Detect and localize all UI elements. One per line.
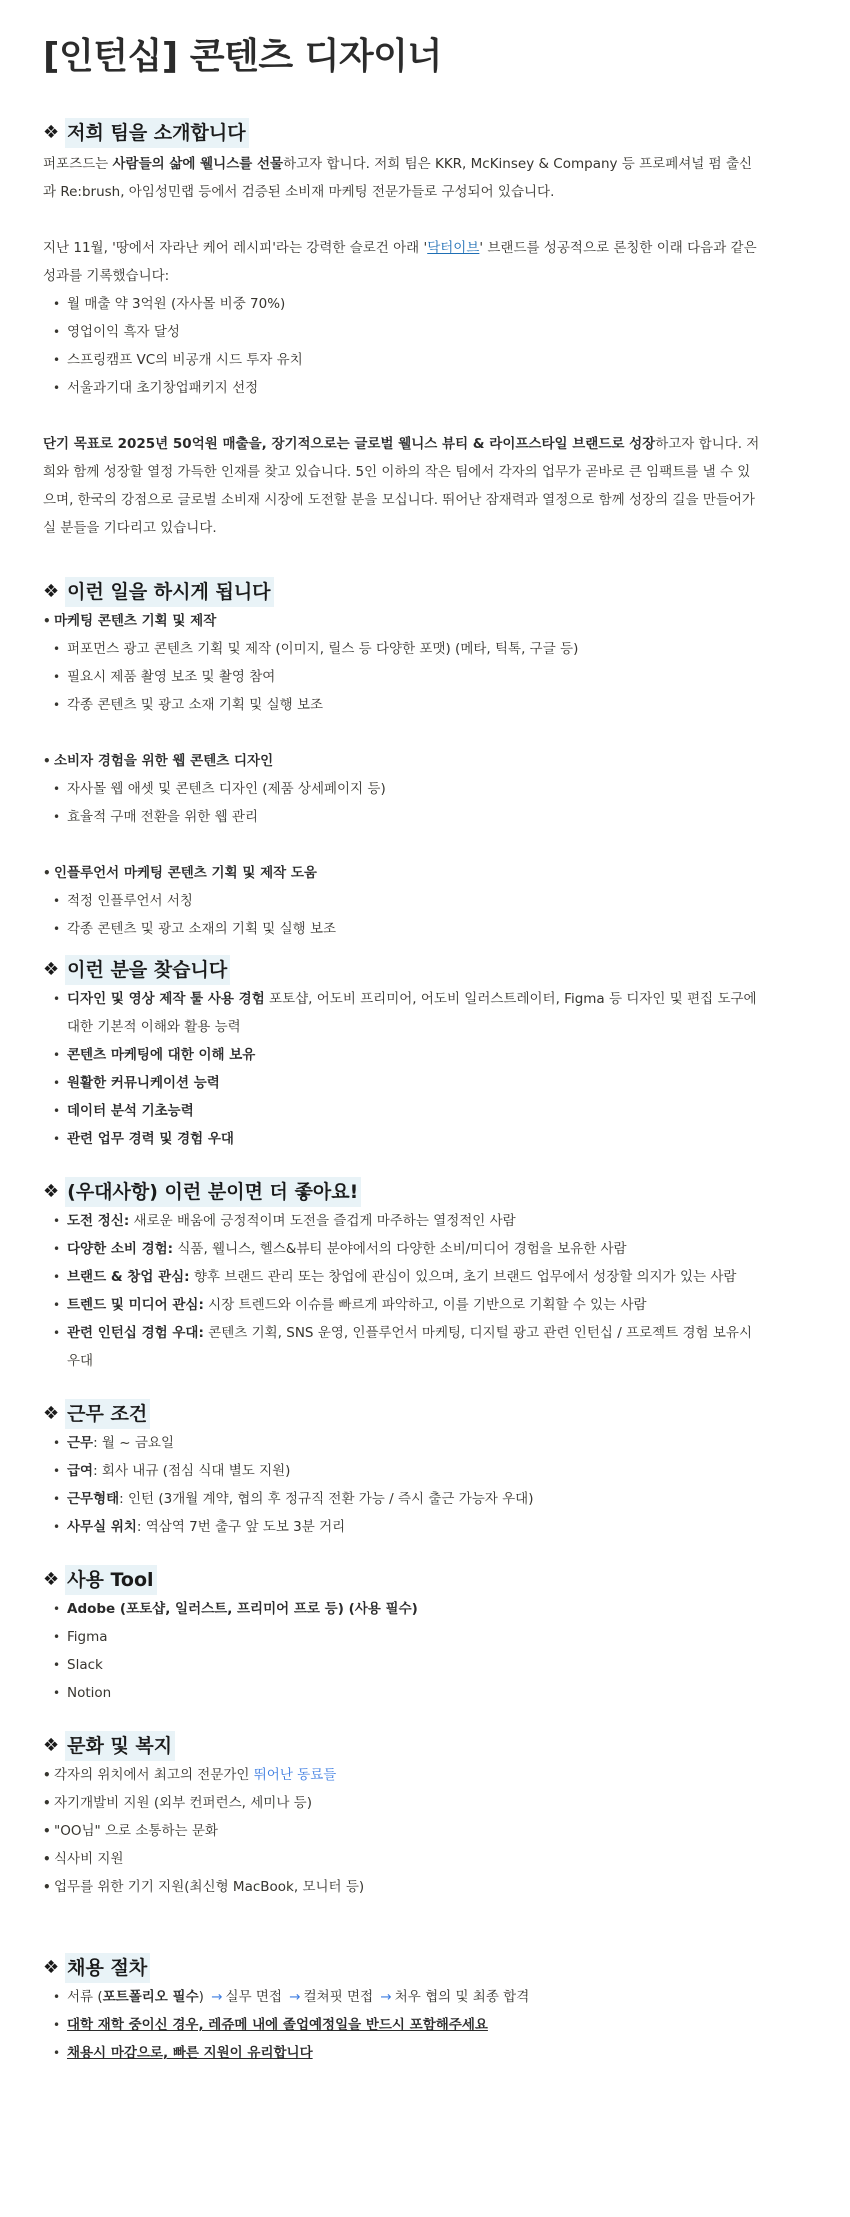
list-item: • 효율적 구매 전환을 위한 웹 관리 <box>43 803 804 831</box>
list-item: • 디자인 및 영상 제작 툴 사용 경험 포토샵, 어도비 프리미어, 어도비 일러스트레이터, Figma 등 디자인 및 편집 도구에 대한 기본적 이해와 활용 능력 <box>43 985 804 1041</box>
responsibility-list <box>43 635 804 719</box>
list-item: • 각종 콘텐츠 및 광고 소재의 기획 및 실행 보조 <box>43 915 804 943</box>
list-item: • 필요시 제품 촬영 보조 및 촬영 참여 <box>43 663 804 691</box>
list-item: • 콘텐츠 마케팅에 대한 이해 보유 <box>43 1041 804 1069</box>
arrow-right-icon: → <box>211 1989 223 2005</box>
preferred-list <box>43 1207 804 1375</box>
list-item: • 스프링캠프 VC의 비공개 시드 투자 유치 <box>43 346 804 374</box>
section-responsibilities <box>43 577 804 943</box>
list-item: • 퍼포먼스 광고 콘텐츠 기획 및 제작 (이미지, 릴스 등 다양한 포맷) (메타, 틱톡, 구글 등) <box>43 635 804 663</box>
list-item: • 다양한 소비 경험: 식품, 웰니스, 헬스&뷰티 분야에서의 다양한 소비/미디어 경험을 보유한 사람 <box>43 1235 804 1263</box>
list-item: • 관련 업무 경력 및 경험 우대 <box>43 1125 804 1153</box>
list-item: • 트렌드 및 미디어 관심: 시장 트렌드와 이슈를 빠르게 파악하고, 이를 기반으로 기획할 수 있는 사람 <box>43 1291 804 1319</box>
process-steps: • 서류 (포트폴리오 필수) → 실무 면접 → 컬쳐핏 면접 → 처우 협의 및 최종 합격 <box>43 1983 804 2011</box>
list-item: • 서울과기대 초기창업패키지 선정 <box>43 374 804 402</box>
list-item: • 원활한 커뮤니케이션 능력 <box>43 1069 804 1097</box>
list-item: • 데이터 분석 기초능력 <box>43 1097 804 1125</box>
conditions-list <box>43 1429 804 1541</box>
section-heading: ❖ 이런 일을 하시게 됩니다 <box>43 577 804 607</box>
intro-paragraph: 퍼포즈드는 사람들의 삶에 웰니스를 선물하고자 합니다. 저희 팀은 KKR, McKinsey & Company 등 프로페셔널 펌 출신 과 Re:brush, 아임성민랩 등에서 검증된 소비재 마케팅 전문가들로 구성되어 있습니다. <box>43 156 753 200</box>
list-item: • 급여: 회사 내규 (점심 식대 별도 지원) <box>43 1457 804 1485</box>
list-item: • 도전 정신: 새로운 배움에 긍정적이며 도전을 즐겁게 마주하는 열정적인 사람 <box>43 1207 804 1235</box>
list-item: • 관련 인턴십 경험 우대: 콘텐츠 기획, SNS 운영, 인플루언서 마케팅, 디지털 광고 관련 인턴십 / 프로젝트 경험 보유시 우대 <box>43 1319 804 1375</box>
list-item: • 채용시 마감으로, 빠른 지원이 유리합니다 <box>43 2039 804 2067</box>
group-title: • 마케팅 콘텐츠 기획 및 제작 <box>43 607 804 635</box>
list-item: • 자기개발비 지원 (외부 컨퍼런스, 세미나 등) <box>43 1789 804 1817</box>
responsibility-list <box>43 775 804 831</box>
tools-list <box>43 1595 804 1707</box>
benefits-list <box>43 1761 804 1901</box>
responsibility-group <box>43 859 804 887</box>
section-culture-benefits <box>43 1731 804 1901</box>
diamond-icon: ❖ <box>43 581 60 602</box>
list-item: • 월 매출 약 3억원 (자사몰 비중 70%) <box>43 290 804 318</box>
group-title: • 소비자 경험을 위한 웹 콘텐츠 디자인 <box>43 747 804 775</box>
list-item: • 각자의 위치에서 최고의 전문가인 뛰어난 동료들 <box>43 1761 804 1789</box>
section-heading: ❖ 이런 분을 찾습니다 <box>43 955 804 985</box>
list-item: • 업무를 위한 기기 지원(최신형 MacBook, 모니터 등) <box>43 1873 804 1901</box>
process-list <box>43 1983 804 2067</box>
section-heading: ❖ (우대사항) 이런 분이면 더 좋아요! <box>43 1177 804 1207</box>
diamond-icon: ❖ <box>43 1403 60 1424</box>
section-heading: ❖ 사용 Tool <box>43 1565 804 1595</box>
achievements-list <box>43 290 804 402</box>
list-item: • 자사몰 웹 애셋 및 콘텐츠 디자인 (제품 상세페이지 등) <box>43 775 804 803</box>
section-heading: ❖ 문화 및 복지 <box>43 1731 804 1761</box>
diamond-icon: ❖ <box>43 1181 60 1202</box>
diamond-icon: ❖ <box>43 1735 60 1756</box>
diamond-icon: ❖ <box>43 959 60 980</box>
list-item: • 대학 재학 중이신 경우, 레쥬메 내에 졸업예정일을 반드시 포함해주세요 <box>43 2011 804 2039</box>
colleagues-link[interactable]: 뛰어난 동료들 <box>253 1767 337 1783</box>
goal-paragraph: 단기 목표로 2025년 50억원 매출을, 장기적으로는 글로벌 웰니스 뷰티 & 라이프스타일 브랜드로 성장하고자 합니다. 저 희와 함께 성장할 열정 가득한 인재를 찾고 있습니다. 5인 이하의 작은 팀에서 각자의 업무가 곧바로 큰 임팩트를 낼 수 있 으며, 한국의 강점으로 글로벌 소비재 시장에 도전할 분을 모십니다. 뛰어난 잠재력과 열정으로 함께 성장의 길을 만들어가 실 분들을 기다리고 있습니다. <box>43 436 760 536</box>
group-title: • 인플루언서 마케팅 콘텐츠 기획 및 제작 도움 <box>43 859 804 887</box>
list-item: • 브랜드 & 창업 관심: 향후 브랜드 관리 또는 창업에 관심이 있으며, 초기 브랜드 업무에서 성장할 의지가 있는 사람 <box>43 1263 804 1291</box>
list-item: • Adobe (포토샵, 일러스트, 프리미어 프로 등) (사용 필수) <box>43 1595 804 1623</box>
section-heading: ❖ 채용 절차 <box>43 1953 804 1983</box>
diamond-icon: ❖ <box>43 1569 60 1590</box>
responsibility-group <box>43 747 804 775</box>
diamond-icon: ❖ <box>43 122 60 143</box>
section-heading: ❖ 근무 조건 <box>43 1399 804 1429</box>
responsibility-list <box>43 887 804 943</box>
list-item: • 식사비 지원 <box>43 1845 804 1873</box>
doctor-eve-link[interactable]: 닥터이브 <box>427 240 480 256</box>
list-item: • 영업이익 흑자 달성 <box>43 318 804 346</box>
list-item: • Notion <box>43 1679 804 1707</box>
list-item: • 각종 콘텐츠 및 광고 소재 기획 및 실행 보조 <box>43 691 804 719</box>
section-requirements <box>43 955 804 1153</box>
diamond-icon: ❖ <box>43 1957 60 1978</box>
section-heading: ❖ 저희 팀을 소개합니다 <box>43 118 804 148</box>
list-item: • Slack <box>43 1651 804 1679</box>
list-item: • 근무형태: 인턴 (3개월 계약, 협의 후 정규직 전환 가능 / 즉시 출근 가능자 우대) <box>43 1485 804 1513</box>
achievements-intro: 지난 11월, '땅에서 자라난 케어 레시피'라는 강력한 슬로건 아래 '닥터이브' 브랜드를 성공적으로 론칭한 이래 다음과 같은 성과를 기록했습니다: <box>43 240 757 284</box>
section-preferred <box>43 1177 804 1375</box>
list-item: • "OO님" 으로 소통하는 문화 <box>43 1817 804 1845</box>
list-item: • 근무: 월 ~ 금요일 <box>43 1429 804 1457</box>
responsibility-group <box>43 607 804 635</box>
section-hiring-process <box>43 1953 804 2067</box>
page-title: [인턴십] 콘텐츠 디자이너 <box>43 36 442 77</box>
list-item: • 사무실 위치: 역삼역 7번 출구 앞 도보 3분 거리 <box>43 1513 804 1541</box>
list-item: • Figma <box>43 1623 804 1651</box>
section-tools <box>43 1565 804 1707</box>
arrow-right-icon: → <box>380 1989 392 2005</box>
section-work-conditions <box>43 1399 804 1541</box>
requirements-list <box>43 985 804 1153</box>
arrow-right-icon: → <box>289 1989 301 2005</box>
section-team-intro <box>43 118 804 542</box>
list-item: • 적정 인플루언서 서칭 <box>43 887 804 915</box>
